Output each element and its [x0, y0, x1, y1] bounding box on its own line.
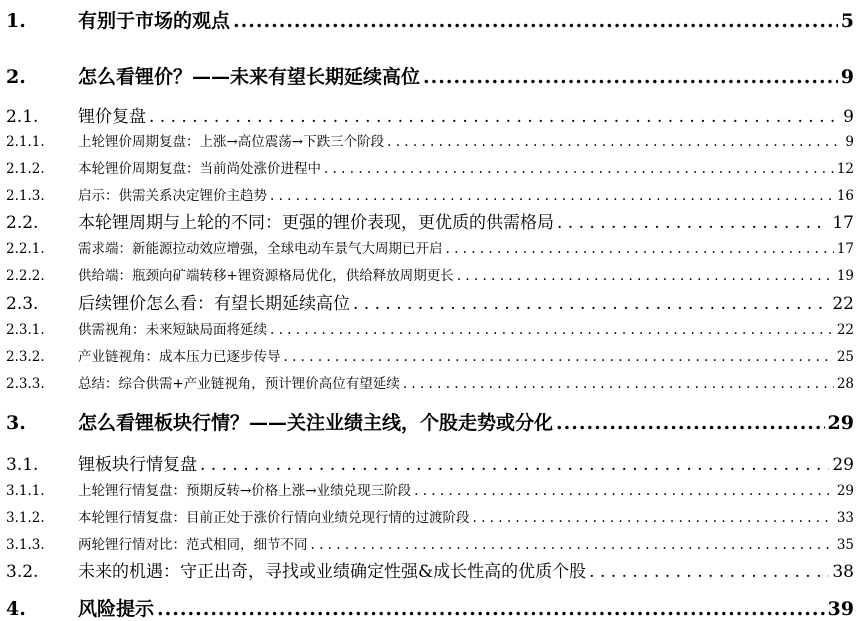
toc-title: 上轮锂行情复盘：预期反转→价格上涨→业绩兑现三阶段	[78, 483, 412, 499]
toc-title: 需求端：新能源拉动效应增强，全球电动车景气大周期已开启	[78, 241, 443, 257]
toc-entry-2[interactable]	[0, 62, 868, 89]
dot-leader	[233, 10, 838, 32]
toc-page-number: 22	[836, 322, 854, 338]
toc-title: 产业链视角：成本压力已逐步传导	[78, 349, 281, 365]
dot-leader	[200, 455, 829, 475]
toc-page-number: 29	[836, 483, 854, 499]
dot-leader	[589, 562, 829, 582]
toc-entry-2-1-3[interactable]	[0, 184, 868, 204]
toc-number: 3.1.	[6, 455, 39, 475]
dot-leader	[423, 66, 838, 88]
dot-leader	[149, 107, 840, 127]
toc-entry-2-1[interactable]	[0, 102, 868, 127]
dot-leader	[556, 412, 825, 434]
toc-entry-2-1-2[interactable]	[0, 157, 868, 177]
toc-title: 总结：综合供需+产业链视角，预计锂价高位有望延续	[78, 376, 400, 392]
toc-number: 2.2.1.	[6, 241, 45, 257]
toc-title: 后续锂价怎么看：有望长期延续高位	[78, 294, 350, 314]
toc-page-number: 9	[843, 107, 854, 127]
toc-title: 怎么看锂板块行情？——关注业绩主线，个股走势或分化	[78, 412, 554, 434]
dot-leader	[270, 188, 834, 204]
toc-number: 2.1.3.	[6, 188, 45, 204]
toc-page-number: 38	[832, 562, 854, 582]
dot-leader	[403, 376, 834, 392]
toc-entry-3-2[interactable]	[0, 557, 868, 582]
toc-page-number: 17	[832, 213, 854, 233]
toc-title: 本轮锂周期与上轮的不同：更强的锂价表现，更优质的供需格局	[78, 213, 554, 233]
toc-number: 2.1.1.	[6, 134, 45, 150]
toc-entry-4[interactable]	[0, 594, 868, 621]
toc-number: 2.3.3.	[6, 376, 45, 392]
toc-number: 2.1.	[6, 107, 39, 127]
toc-number: 2.2.2.	[6, 268, 45, 284]
toc-page-number: 9	[840, 66, 854, 88]
toc-title: 供给端：瓶颈向矿端转移+锂资源格局优化，供给释放周期更长	[78, 268, 454, 284]
toc-entry-2-3-3[interactable]	[0, 372, 868, 392]
dot-leader	[457, 268, 834, 284]
toc-entry-3[interactable]	[0, 408, 868, 435]
toc-page-number: 12	[836, 161, 854, 177]
toc-title: 未来的机遇：守正出奇，寻找或业绩确定性强&成长性高的优质个股	[78, 562, 587, 582]
toc-number: 2.2.	[6, 213, 39, 233]
dot-leader	[270, 322, 834, 338]
toc-page-number: 19	[836, 268, 854, 284]
toc-page-number: 35	[836, 537, 854, 553]
toc-number: 3.	[6, 412, 26, 434]
toc-page-number: 5	[840, 10, 854, 32]
toc-entry-2-2-1[interactable]	[0, 237, 868, 257]
toc-page-number: 29	[827, 412, 854, 434]
toc-title: 怎么看锂价？——未来有望长期延续高位	[78, 66, 421, 88]
toc-entry-3-1-1[interactable]	[0, 479, 868, 499]
toc-page-number: 16	[836, 188, 854, 204]
toc-title: 供需视角：未来短缺局面将延续	[78, 322, 267, 338]
toc-page-number: 9	[845, 134, 854, 150]
toc-entry-2-1-1[interactable]	[0, 130, 868, 150]
toc-number: 2.	[6, 66, 26, 88]
toc-entry-2-2-2[interactable]	[0, 264, 868, 284]
toc-number: 2.1.2.	[6, 161, 45, 177]
toc-title: 本轮锂价周期复盘：当前尚处涨价进程中	[78, 161, 321, 177]
toc-page-number: 22	[832, 294, 854, 314]
toc-page-number: 25	[836, 349, 854, 365]
toc-page-number: 29	[832, 455, 854, 475]
toc-number: 2.3.	[6, 294, 39, 314]
toc-number: 3.1.2.	[6, 510, 45, 526]
dot-leader	[311, 537, 834, 553]
toc-title: 风险提示	[78, 598, 155, 620]
dot-leader	[284, 349, 834, 365]
dot-leader	[473, 510, 834, 526]
toc-entry-1[interactable]	[0, 6, 868, 33]
toc-page-number: 39	[827, 598, 854, 620]
toc-title: 启示：供需关系决定锂价主趋势	[78, 188, 267, 204]
toc-page-number: 17	[836, 241, 854, 257]
toc-title: 锂价复盘	[78, 107, 146, 127]
dot-leader	[387, 134, 842, 150]
toc-number: 2.3.1.	[6, 322, 45, 338]
toc-page-number: 28	[836, 376, 854, 392]
toc-number: 1.	[6, 10, 26, 32]
toc-entry-2-3-1[interactable]	[0, 318, 868, 338]
toc-title: 上轮锂价周期复盘：上涨→高位震荡→下跌三个阶段	[78, 134, 385, 150]
dot-leader	[414, 483, 834, 499]
toc-entry-2-3-2[interactable]	[0, 345, 868, 365]
toc-page-number: 33	[836, 510, 854, 526]
toc-entry-2-2[interactable]	[0, 208, 868, 233]
toc-number: 4.	[6, 598, 26, 620]
toc-title: 两轮锂行情对比：范式相同，细节不同	[78, 537, 308, 553]
dot-leader	[446, 241, 834, 257]
toc-entry-2-3[interactable]	[0, 289, 868, 314]
toc-entry-3-1-2[interactable]	[0, 506, 868, 526]
toc-entry-3-1-3[interactable]	[0, 533, 868, 553]
dot-leader	[353, 294, 829, 314]
toc-number: 3.2.	[6, 562, 39, 582]
toc-title: 有别于市场的观点	[78, 10, 231, 32]
toc-number: 2.3.2.	[6, 349, 45, 365]
dot-leader	[157, 598, 825, 620]
toc-title: 锂板块行情复盘	[78, 455, 197, 475]
dot-leader	[324, 161, 834, 177]
dot-leader	[557, 213, 829, 233]
toc-number: 3.1.1.	[6, 483, 45, 499]
toc-number: 3.1.3.	[6, 537, 45, 553]
toc-entry-3-1[interactable]	[0, 450, 868, 475]
toc-title: 本轮锂行情复盘：目前正处于涨价行情向业绩兑现行情的过渡阶段	[78, 510, 470, 526]
